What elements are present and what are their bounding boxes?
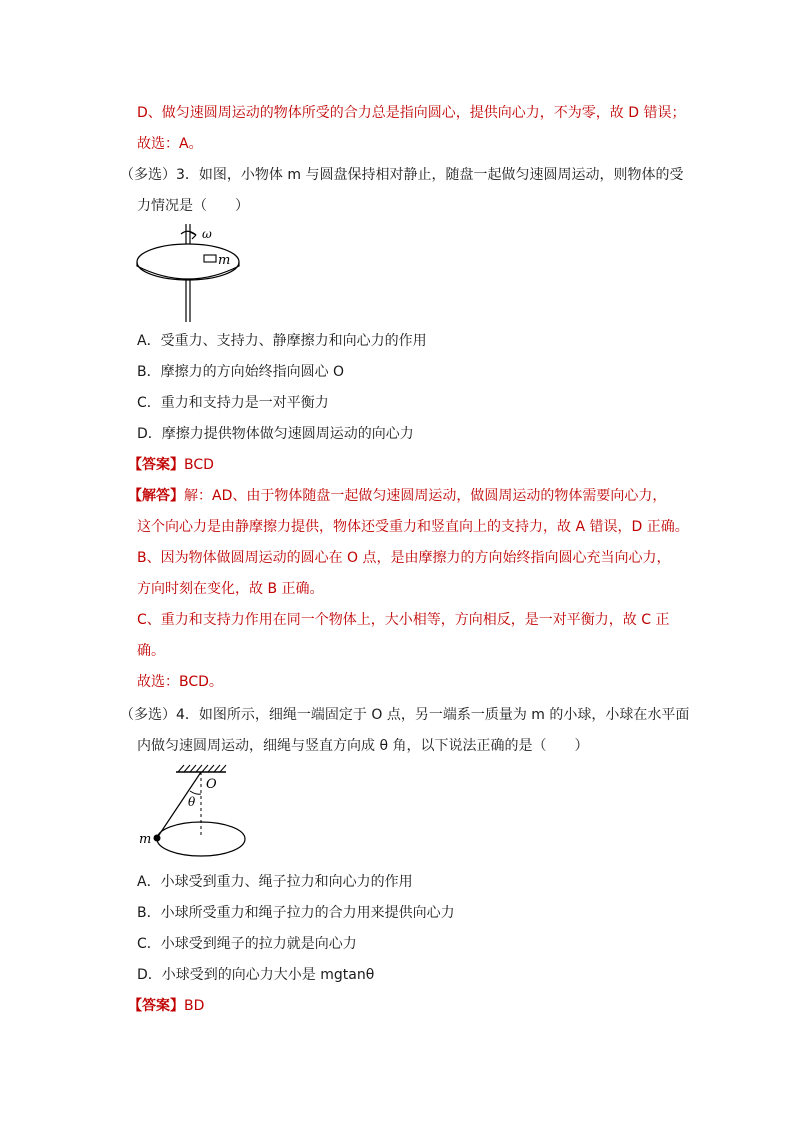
theta-label: θ [188,795,196,809]
q3-option-a: A．受重力、支持力、静摩擦力和向心力的作用 [137,333,427,349]
q3-stem-line1: （多选）3．如图，小物体 m 与圆盘保持相对静止，随盘一起做匀速圆周运动，则物体的受 [120,167,684,183]
o-label: O [206,777,217,792]
q3-analysis-line4: 方向时刻在变化，故 B 正确。 [137,581,324,597]
q3-figure-rotating-disk [134,222,246,324]
prev-conclusion: 故选：A。 [137,136,203,152]
q4-option-b: B．小球所受重力和绳子拉力的合力用来提供向心力 [137,905,455,921]
answer-tag: 【答案】 [128,457,184,473]
q4-option-a: A．小球受到重力、绳子拉力和向心力的作用 [137,874,413,890]
q3-answer [128,455,214,475]
mass-label: m [218,253,231,268]
m-label: m [139,832,152,847]
block-icon [204,255,216,262]
q3-analysis-line2: 这个向心力是由静摩擦力提供，物体还受重力和竖直向上的支持力，故 A 错误，D 正确。 [137,519,689,535]
q3-analysis-line5: C、重力和支持力作用在同一个物体上，大小相等，方向相反，是一对平衡力，故 C 正 [137,612,670,628]
answer-value: BCD [184,457,214,473]
q3-stem-line2: 力情况是（ ） [137,198,249,214]
q4-figure-conical-pendulum [134,764,250,862]
ball-icon [154,835,161,842]
q3-option-d: D．摩擦力提供物体做匀速圆周运动的向心力 [137,426,414,442]
q3-conclusion: 故选：BCD。 [137,674,223,690]
q3-option-b: B．摩擦力的方向始终指向圆心 O [137,364,345,380]
answer-tag: 【答案】 [128,998,184,1014]
q4-option-d: D．小球受到的向心力大小是 mgtanθ [137,967,375,983]
q4-stem-line1: （多选）4．如图所示，细绳一端固定于 O 点，另一端系一质量为 m 的小球，小球在水平面 [120,707,690,723]
analysis-tag: 【解答】 [128,488,184,504]
q3-analysis-line1: 【解答】解：AD、由于物体随盘一起做匀速圆周运动，做圆周运动的物体需要向心力， [128,488,667,504]
prev-d-analysis: D、做匀速圆周运动的物体所受的合力总是指向圆心，提供向心力，不为零，故 D 错误； [137,105,686,121]
answer-value: BD [184,998,205,1014]
q3-analysis-line6: 确。 [137,643,165,659]
q3-analysis-line3: B、因为物体做圆周运动的圆心在 O 点，是由摩擦力的方向始终指向圆心充当向心力， [137,550,671,566]
q4-answer [128,996,204,1016]
q3-option-c: C．重力和支持力是一对平衡力 [137,395,329,411]
q4-stem-line2: 内做匀速圆周运动，细绳与竖直方向成 θ 角，以下说法正确的是（ ） [137,738,589,754]
q4-option-c: C．小球受到绳子的拉力就是向心力 [137,936,357,952]
omega-label: ω [202,227,212,241]
